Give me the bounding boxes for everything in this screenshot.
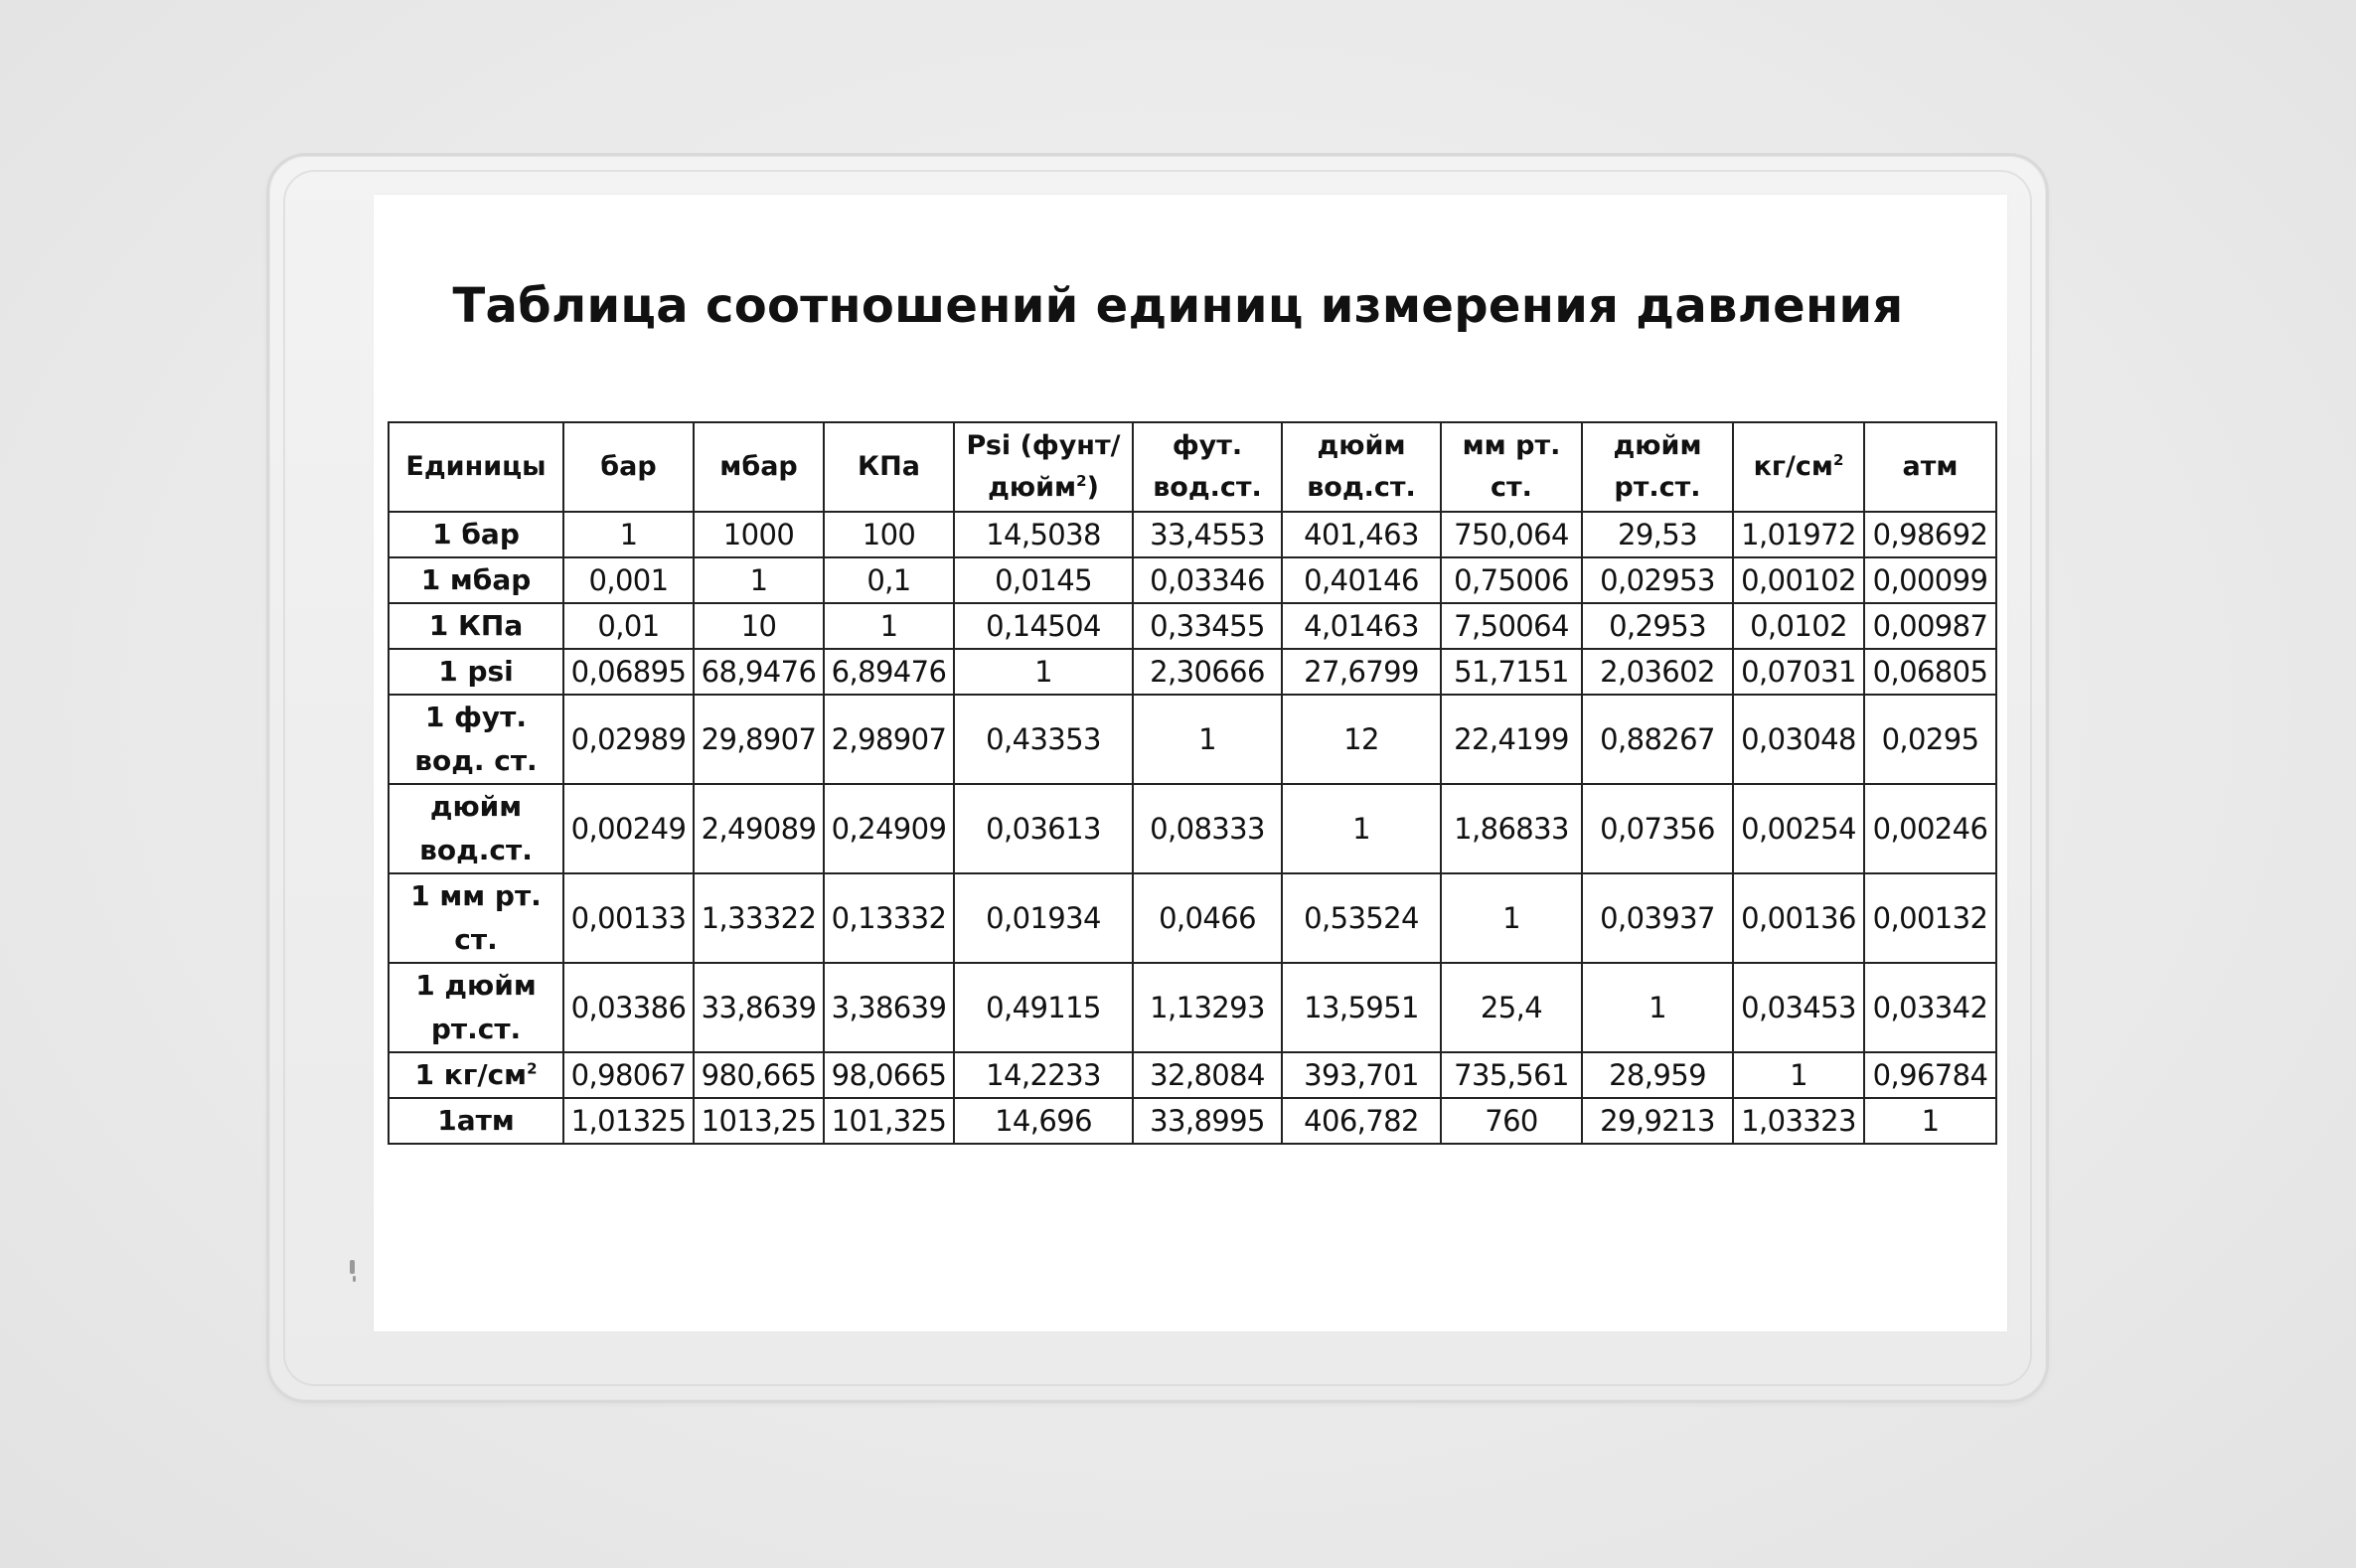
table-cell: 2,03602	[1582, 649, 1733, 695]
table-cell: 2,30666	[1133, 649, 1282, 695]
dust-speck	[350, 1260, 355, 1274]
table-row	[389, 649, 1996, 695]
table-cell: 0,00246	[1864, 784, 1996, 873]
cell-text-suffix: )	[1086, 472, 1099, 503]
table-row	[389, 873, 1996, 963]
table-cell: 1	[1733, 1052, 1864, 1098]
table-cell: 0,001	[563, 557, 694, 603]
table-row	[389, 512, 1996, 557]
table-cell: 32,8084	[1133, 1052, 1282, 1098]
table-cell: 1	[954, 649, 1133, 695]
table-cell: 0,07356	[1582, 784, 1733, 873]
table-cell: 0,0145	[954, 557, 1133, 603]
table-cell: 401,463	[1282, 512, 1441, 557]
column-header	[1733, 422, 1864, 512]
table-cell: 0,03386	[563, 963, 694, 1052]
table-cell: 0,01	[563, 603, 694, 649]
table-cell: 28,959	[1582, 1052, 1733, 1098]
table-cell: 0,98692	[1864, 512, 1996, 557]
table-cell: 0,49115	[954, 963, 1133, 1052]
table-cell: 0,00136	[1733, 873, 1864, 963]
table-cell: 0,02989	[563, 695, 694, 784]
row-label-text: дюйм вод.ст.	[419, 790, 533, 866]
table-cell: 33,4553	[1133, 512, 1282, 557]
table-cell: 1	[1282, 784, 1441, 873]
table-cell: 10	[694, 603, 824, 649]
table-row	[389, 695, 1996, 784]
table-cell: 0,24909	[824, 784, 954, 873]
cell-text: атм	[1902, 451, 1959, 482]
table-cell: 29,53	[1582, 512, 1733, 557]
table-cell: 0,43353	[954, 695, 1133, 784]
row-label	[389, 695, 563, 784]
row-label	[389, 963, 563, 1052]
table-cell: 14,5038	[954, 512, 1133, 557]
row-label-text: 1 мм рт. ст.	[410, 879, 542, 956]
column-header	[1133, 422, 1282, 512]
cell-text: дюйм рт.ст.	[1613, 430, 1702, 503]
row-label-text: 1 фут. вод. ст.	[414, 701, 538, 777]
table-cell: 0,00987	[1864, 603, 1996, 649]
table-cell: 0,14504	[954, 603, 1133, 649]
table-cell: 1,01972	[1733, 512, 1864, 557]
table-cell: 22,4199	[1441, 695, 1582, 784]
table-cell: 0,03937	[1582, 873, 1733, 963]
table-cell: 0,88267	[1582, 695, 1733, 784]
table-cell: 0,00133	[563, 873, 694, 963]
table-cell: 0,03346	[1133, 557, 1282, 603]
table-cell: 393,701	[1282, 1052, 1441, 1098]
table-cell: 0,0295	[1864, 695, 1996, 784]
table-cell: 1,86833	[1441, 784, 1582, 873]
header-row	[389, 422, 1996, 512]
table-cell: 1	[1133, 695, 1282, 784]
column-header	[389, 422, 563, 512]
table-cell: 29,8907	[694, 695, 824, 784]
table-cell: 25,4	[1441, 963, 1582, 1052]
cell-text: дюйм вод.ст.	[1307, 430, 1416, 503]
table-cell: 760	[1441, 1098, 1582, 1144]
table-cell: 14,696	[954, 1098, 1133, 1144]
table-cell: 12	[1282, 695, 1441, 784]
table-cell: 0,1	[824, 557, 954, 603]
row-label	[389, 512, 563, 557]
table-cell: 1	[563, 512, 694, 557]
table-cell: 1000	[694, 512, 824, 557]
table-cell: 0,06805	[1864, 649, 1996, 695]
table-cell: 1,01325	[563, 1098, 694, 1144]
document-title: Таблица соотношений единиц измерения давления	[452, 278, 1904, 334]
table-cell: 0,33455	[1133, 603, 1282, 649]
table-cell: 1	[1441, 873, 1582, 963]
row-label-text: 1 КПа	[428, 609, 524, 642]
cell-text: кг/см	[1753, 451, 1833, 482]
table-cell: 406,782	[1282, 1098, 1441, 1144]
row-label-text: 1 кг/см	[414, 1058, 528, 1091]
table-cell: 0,03453	[1733, 963, 1864, 1052]
table-cell: 4,01463	[1282, 603, 1441, 649]
table-cell: 0,96784	[1864, 1052, 1996, 1098]
row-label-text: 1атм	[437, 1104, 515, 1137]
column-header	[1441, 422, 1582, 512]
table-cell: 2,98907	[824, 695, 954, 784]
row-label	[389, 1098, 563, 1144]
cell-text: мм рт. ст.	[1462, 430, 1561, 503]
cell-text: Psi (фунт/ дюйм	[966, 430, 1121, 503]
table-cell: 13,5951	[1282, 963, 1441, 1052]
table-cell: 1,03323	[1733, 1098, 1864, 1144]
table-cell: 101,325	[824, 1098, 954, 1144]
table-cell: 98,0665	[824, 1052, 954, 1098]
column-header	[824, 422, 954, 512]
table-cell: 1013,25	[694, 1098, 824, 1144]
table-cell: 735,561	[1441, 1052, 1582, 1098]
column-header	[1864, 422, 1996, 512]
row-label	[389, 1052, 563, 1098]
table-cell: 1	[1582, 963, 1733, 1052]
table-cell: 0,08333	[1133, 784, 1282, 873]
row-label	[389, 873, 563, 963]
table-cell: 51,7151	[1441, 649, 1582, 695]
table-row	[389, 1098, 1996, 1144]
table-cell: 3,38639	[824, 963, 954, 1052]
table-cell: 0,00132	[1864, 873, 1996, 963]
table-cell: 0,98067	[563, 1052, 694, 1098]
table-cell: 6,89476	[824, 649, 954, 695]
cell-text: фут. вод.ст.	[1153, 430, 1262, 503]
table-cell: 0,75006	[1441, 557, 1582, 603]
column-header	[1582, 422, 1733, 512]
table-cell: 0,03613	[954, 784, 1133, 873]
table-cell: 0,03048	[1733, 695, 1864, 784]
table-cell: 1,33322	[694, 873, 824, 963]
table-cell: 14,2233	[954, 1052, 1133, 1098]
cell-text: мбар	[719, 451, 798, 482]
table-row	[389, 963, 1996, 1052]
table-cell: 33,8995	[1133, 1098, 1282, 1144]
table-cell: 0,2953	[1582, 603, 1733, 649]
table-cell: 0,00249	[563, 784, 694, 873]
row-label	[389, 603, 563, 649]
cell-text: Единицы	[405, 451, 547, 482]
row-label-text: 1 дюйм рт.ст.	[415, 969, 537, 1045]
table-cell: 29,9213	[1582, 1098, 1733, 1144]
table-cell: 0,0466	[1133, 873, 1282, 963]
row-label	[389, 557, 563, 603]
table-cell: 68,9476	[694, 649, 824, 695]
table-cell: 33,8639	[694, 963, 824, 1052]
table-row	[389, 1052, 1996, 1098]
cell-text: бар	[600, 451, 657, 482]
dust-speck	[353, 1276, 356, 1282]
pressure-conversion-table	[388, 421, 1997, 1145]
superscript-exponent: 2	[1832, 451, 1844, 469]
column-header	[954, 422, 1133, 512]
table-cell: 0,06895	[563, 649, 694, 695]
table-cell: 0,00102	[1733, 557, 1864, 603]
table-cell: 0,07031	[1733, 649, 1864, 695]
column-header	[1282, 422, 1441, 512]
row-label-text: 1 бар	[432, 518, 520, 550]
table-cell: 27,6799	[1282, 649, 1441, 695]
table-cell: 980,665	[694, 1052, 824, 1098]
table-cell: 0,40146	[1282, 557, 1441, 603]
table-body	[389, 512, 1996, 1144]
row-label	[389, 784, 563, 873]
table-cell: 0,01934	[954, 873, 1133, 963]
table-cell: 1,13293	[1133, 963, 1282, 1052]
table-cell: 0,00099	[1864, 557, 1996, 603]
column-header	[563, 422, 694, 512]
table-cell: 1	[1864, 1098, 1996, 1144]
table-cell: 7,50064	[1441, 603, 1582, 649]
table-cell: 1	[694, 557, 824, 603]
table-cell: 0,00254	[1733, 784, 1864, 873]
table-cell: 0,13332	[824, 873, 954, 963]
cell-text: КПа	[858, 451, 920, 482]
superscript-exponent: 2	[1076, 472, 1087, 490]
table-cell: 1	[824, 603, 954, 649]
superscript-exponent: 2	[527, 1059, 538, 1078]
table-cell: 750,064	[1441, 512, 1582, 557]
table-cell: 0,02953	[1582, 557, 1733, 603]
table-cell: 0,53524	[1282, 873, 1441, 963]
table-row	[389, 557, 1996, 603]
table-cell: 2,49089	[694, 784, 824, 873]
table-row	[389, 603, 1996, 649]
table-cell: 100	[824, 512, 954, 557]
row-label	[389, 649, 563, 695]
row-label-text: 1 мбар	[420, 563, 532, 596]
table-cell: 0,0102	[1733, 603, 1864, 649]
table-row	[389, 784, 1996, 873]
table-cell: 0,03342	[1864, 963, 1996, 1052]
row-label-text: 1 psi	[438, 655, 514, 688]
column-header	[694, 422, 824, 512]
